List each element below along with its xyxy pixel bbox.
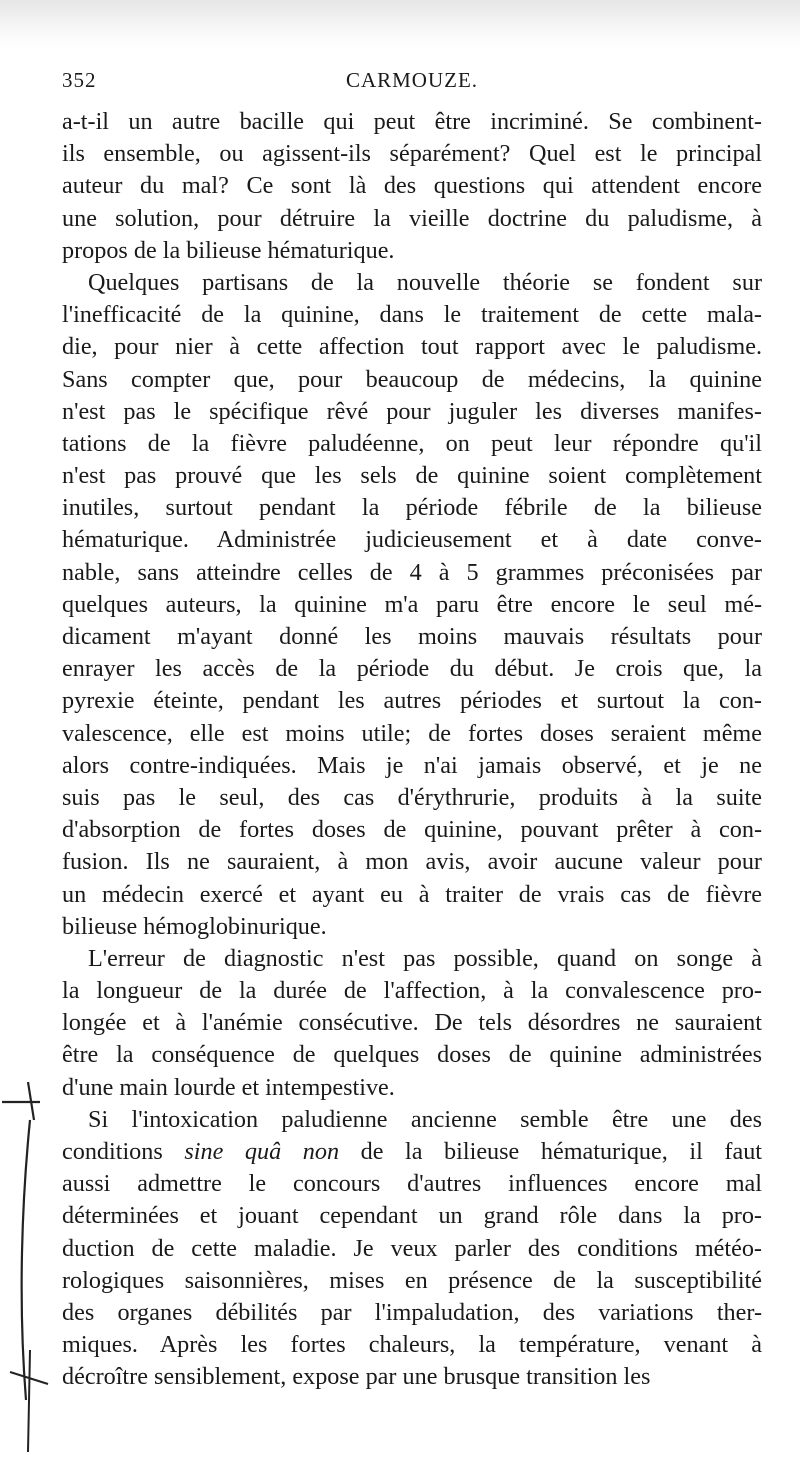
text-line: hématurique. Administrée judicieusement et à date conve- [62, 526, 762, 554]
paragraph [62, 1104, 762, 1394]
text-line: suis pas le seul, des cas d'érythrurie, produits à la suite [62, 783, 762, 811]
text-line: pyrexie éteinte, pendant les autres périodes et surtout la con- [62, 687, 762, 715]
text-line: tations de la fièvre paludéenne, on peut leur répondre qu'il [62, 429, 762, 457]
page-header [62, 68, 762, 102]
text-line: dicament m'ayant donné les moins mauvais résultats pour [62, 623, 762, 650]
text-line: miques. Après les fortes chaleurs, la température, venant à [62, 1331, 762, 1359]
text-line: un médecin exercé et ayant eu à traiter de vrais cas de fièvre [62, 880, 762, 908]
text-line: bilieuse hémoglobinurique. [62, 912, 327, 940]
text-line: propos de la bilieuse hématurique. [62, 236, 395, 264]
margin-annotation-mark [0, 1080, 60, 1460]
text-line: alors contre-indiquées. Mais je n'ai jamais observé, et je ne [62, 751, 762, 779]
text-line: longée et à l'anémie consécutive. De tels désordres ne sauraient [62, 1009, 762, 1037]
text-line: enrayer les accès de la période du début. Je crois que, la [62, 655, 762, 683]
paragraph [62, 267, 762, 943]
page-number: 352 [62, 68, 97, 92]
italic-phrase: sine quâ non [184, 1138, 340, 1165]
paragraph [62, 943, 762, 1104]
paragraph [62, 106, 762, 267]
text-line: ils ensemble, ou agissent-ils séparément? Quel est le principal [62, 140, 762, 168]
text-line: die, pour nier à cette affection tout rapport avec le paludisme. [62, 333, 762, 361]
text-line: une solution, pour détruire la vieille doctrine du paludisme, à [62, 204, 762, 232]
text-line: Sans compter que, pour beaucoup de médecins, la quinine [62, 365, 762, 393]
text-line: inutiles, surtout pendant la période fébrile de la bilieuse [62, 494, 762, 522]
text-line: Quelques partisans de la nouvelle théorie se fondent sur [88, 268, 762, 296]
text-line: L'erreur de diagnostic n'est pas possible, quand on songe à [88, 944, 762, 972]
text-line: déterminées et jouant cependant un grand rôle dans la pro- [62, 1202, 762, 1230]
text-line: d'une main lourde et intempestive. [62, 1073, 395, 1101]
text-line: quelques auteurs, la quinine m'a paru être encore le seul mé- [62, 590, 762, 618]
text-line: des organes débilités par l'impaludation, des variations ther- [62, 1298, 762, 1326]
scan-top-edge [0, 0, 800, 50]
text-line: nable, sans atteindre celles de 4 à 5 grammes préconisées par [62, 558, 762, 586]
text-line: être la conséquence de quelques doses de quinine administrées [62, 1041, 762, 1069]
text-line: valescence, elle est moins utile; de fortes doses seraient même [62, 719, 762, 747]
text-line: aussi admettre le concours d'autres influences encore mal [62, 1170, 762, 1198]
text-line: l'inefficacité de la quinine, dans le traitement de cette mala- [62, 301, 762, 329]
running-title: CARMOUZE. [345, 68, 479, 92]
text-line: Si l'intoxication paludienne ancienne semble être une des [88, 1105, 762, 1133]
text-line: décroître sensiblement, expose par une brusque transition les [62, 1363, 651, 1391]
text-line: conditions sine quâ non de la bilieuse hématurique, il faut [62, 1138, 763, 1165]
text-line: duction de cette maladie. Je veux parler des conditions météo- [62, 1234, 762, 1262]
text-line: a-t-il un autre bacille qui peut être incriminé. Se combinent- [62, 108, 762, 135]
text-line: n'est pas prouvé que les sels de quinine soient complètement [62, 462, 762, 490]
text-line: la longueur de la durée de l'affection, à la convalescence pro- [62, 977, 762, 1005]
text-line: rologiques saisonnières, mises en présence de la susceptibilité [62, 1266, 762, 1294]
body-text [62, 106, 762, 1394]
text-line: n'est pas le spécifique rêvé pour juguler les diverses manifes- [62, 397, 762, 425]
text-line: fusion. Ils ne sauraient, à mon avis, avoir aucune valeur pour [62, 848, 762, 876]
text-line: d'absorption de fortes doses de quinine, pouvant prêter à con- [62, 816, 762, 844]
text-line: auteur du mal? Ce sont là des questions qui attendent encore [62, 172, 762, 200]
